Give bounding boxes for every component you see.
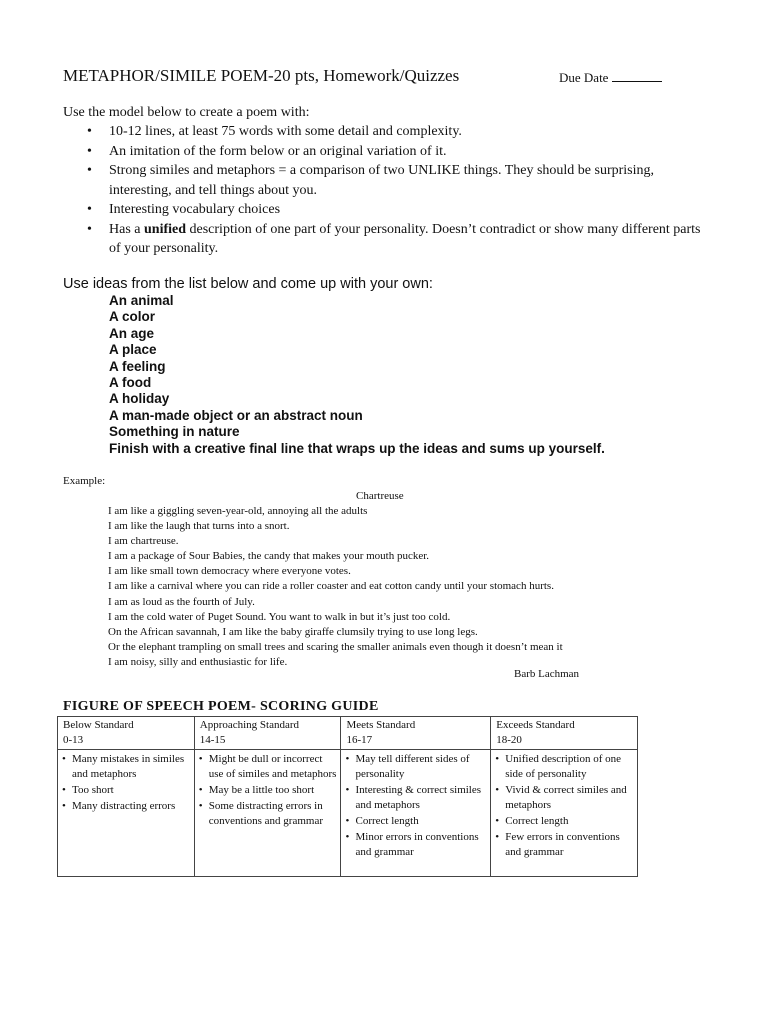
instructions-intro: Use the model below to create a poem with: [63,105,310,120]
criteria-item: • Minor errors in conventions and grammar [345,831,479,858]
ideas-list [109,293,605,457]
column-header-approaching-standard: Approaching Standard 14-15 [194,717,341,750]
bullet-icon: • [62,800,66,812]
scoring-header-row [58,717,638,750]
scoring-guide-title: FIGURE OF SPEECH POEM- SCORING GUIDE [63,699,379,714]
idea-item: Finish with a creative final line that wraps up the ideas and sums up yourself. [109,440,605,456]
bullet-icon: • [198,784,203,796]
bullet-icon: • [87,163,92,178]
criteria-item: • Might be dull or incorrect use of similes and metaphors [198,753,337,780]
bullet-icon: • [62,784,66,796]
column-header-below-standard: Below Standard 0-13 [58,717,195,750]
poem-line: I am noisy, silly and enthusiastic for life. [108,655,288,668]
poem-line: I am the cold water of Puget Sound. You want to walk in but it’s just too cold. [108,610,451,623]
criteria-exceeds-standard [491,750,638,877]
requirement-item: • Has a unified description of one part of your personality. Doesn’t contradict or show many different parts of your personality. [87,221,701,256]
bullet-icon: • [198,800,203,812]
criteria-approaching-standard [194,750,341,877]
idea-item: A color [109,309,156,325]
criteria-meets-standard [341,750,491,877]
column-header-exceeds-standard: Exceeds Standard 18-20 [491,717,638,750]
requirement-item: • Interesting vocabulary choices [63,200,713,220]
poem-line: I am like the laugh that turns into a snort. [108,520,290,533]
criteria-item: • Many distracting errors [62,800,176,812]
ideas-intro: Use ideas from the list below and come up with your own: [63,276,433,292]
scoring-criteria-row [58,750,638,877]
poem-author: Barb Lachman [514,668,580,680]
criteria-item: • Some distracting errors in conventions and grammar [198,800,323,827]
bullet-icon: • [87,124,92,139]
poem-line: On the African savannah, I am like the baby giraffe clumsily trying to use long legs. [108,625,478,638]
due-date-label: Due Date [559,70,609,85]
bullet-icon: • [345,815,350,827]
poem-line: I am a package of Sour Babies, the candy that makes your mouth pucker. [108,550,430,563]
idea-item: A man-made object or an abstract noun [109,407,363,423]
bullet-icon: • [495,831,500,843]
idea-item: Something in nature [109,424,240,440]
poem-line: Or the elephant trampling on small trees and scaring the smaller animals even though it doesn’t mean it [108,640,563,653]
criteria-item: • Interesting & correct similes and metaphors [345,784,482,811]
bullet-icon: • [345,831,350,843]
scoring-guide-table [57,716,638,877]
idea-item: A feeling [109,358,166,374]
bullet-icon: • [198,753,203,765]
bullet-icon: • [495,753,500,765]
idea-item: A place [109,342,157,358]
idea-item: A food [109,375,152,391]
assignment-title: METAPHOR/SIMILE POEM-20 pts, Homework/Quizzes [63,66,460,85]
requirements-list [63,122,713,259]
criteria-item: • May tell different sides of personality [345,753,470,780]
criteria-item: • May be a little too short [198,784,315,796]
example-label: Example: [63,475,106,487]
criteria-item: • Correct length [345,815,419,827]
example-poem [108,504,563,670]
poem-line: I am chartreuse. [108,535,179,548]
bullet-icon: • [87,143,92,159]
bullet-icon: • [87,221,92,237]
idea-item: A holiday [109,391,170,407]
poem-line: I am like small town democracy where everyone votes. [108,565,351,578]
poem-line: I am like a carnival where you can ride a roller coaster and eat cotton candy until your stomach hurts. [108,580,554,593]
criteria-item: • Correct length [495,815,569,827]
idea-item: An age [109,325,155,341]
bullet-icon: • [495,815,500,827]
emphasis-unified: unified [144,221,187,237]
criteria-item: • Too short [62,784,114,796]
column-header-meets-standard: Meets Standard 16-17 [341,717,491,750]
criteria-item: • Unified description of one side of personality [495,753,621,780]
poem-line: I am like a giggling seven-year-old, annoying all the adults [108,505,368,517]
assignment-header [63,66,683,90]
poem-title: Chartreuse [356,490,404,502]
due-date [559,70,662,86]
criteria-below-standard [58,750,195,877]
bullet-icon: • [87,202,92,217]
bullet-icon: • [345,753,350,765]
requirement-item: • An imitation of the form below or an original variation of it. [63,142,713,162]
bullet-icon: • [495,784,500,796]
criteria-item: • Many mistakes in similes and metaphors [62,753,185,780]
criteria-item: • Few errors in conventions and grammar [495,831,620,858]
idea-item: An animal [109,293,174,308]
bullet-icon: • [62,753,66,765]
requirement-item: • 10-12 lines, at least 75 words with some detail and complexity. [63,122,713,142]
requirement-item: • Strong similes and metaphors = a comparison of two UNLIKE things. They should be surprising, interesting, and tell things about you. [87,163,655,198]
criteria-item: • Vivid & correct similes and metaphors [495,784,627,811]
poem-line: I am as loud as the fourth of July. [108,595,255,608]
due-date-blank [612,70,662,82]
bullet-icon: • [345,784,350,796]
